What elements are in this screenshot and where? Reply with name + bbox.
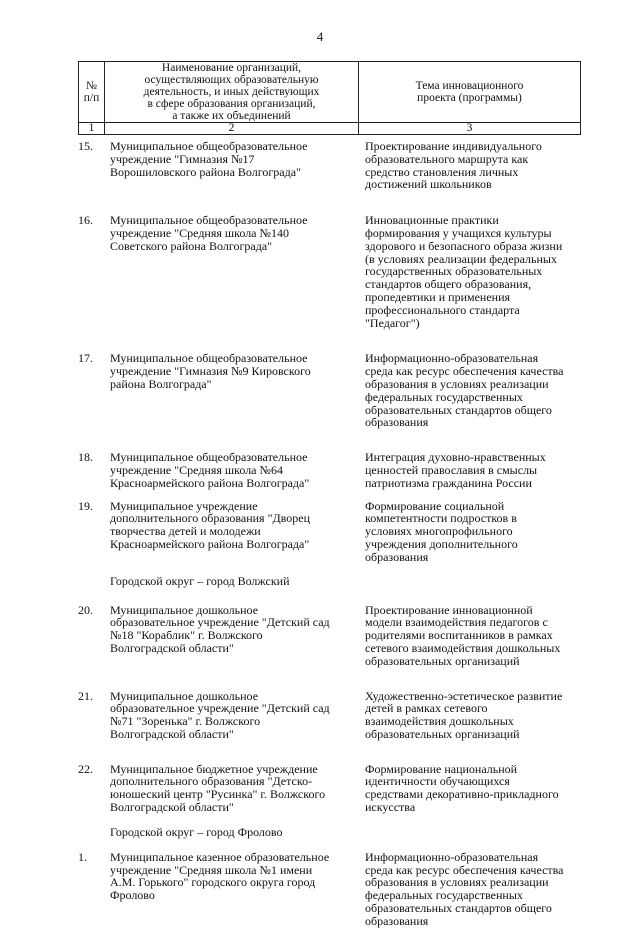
table-row — [0, 500, 640, 564]
header-col-organization: Наименование организаций, осуществляющих образовательную деятельность, и иных действующих в сфере образования организаций, а также их объединений — [105, 62, 359, 123]
organization-name: Муниципальное общеобразовательное учреждение "Средняя школа №140 Советского района Волгограда" — [110, 213, 308, 253]
project-topic: Информационно-образовательная среда как ресурс обеспечения качества образования в условиях реализации федеральных государственных образовательных стандартов общего образования — [365, 351, 564, 430]
project-topic: Формирование социальной компетентности подростков в условиях многопрофильного учреждения дополнительного образования — [365, 498, 518, 564]
header-index: 1 — [79, 123, 105, 135]
organization-name: Муниципальное бюджетное учреждение дополнительного образования "Детско- юношеский центр "Русинка" г. Волжского Волгоградской области" — [110, 761, 326, 815]
row-number: 16. — [78, 213, 93, 228]
table-row — [0, 763, 640, 814]
table-row — [0, 451, 640, 489]
project-topic: Художественно-эстетическое развитие детей в рамках сетевого взаимодействия дошкольных образовательных организаций — [365, 688, 563, 741]
project-topic: Проектирование индивидуального образовательного маршрута как средство становления личных достижений школьников — [365, 139, 542, 192]
row-number: 20. — [78, 602, 93, 617]
row-number: 22. — [78, 761, 93, 776]
table-row — [0, 352, 640, 429]
organization-name: Муниципальное казенное образовательное учреждение "Средняя школа №1 имени А.М. Горького" городского округа город Фролово — [110, 849, 330, 903]
project-topic: Формирование национальной идентичности обучающихся средствами декоративно-прикладного искусства — [365, 761, 559, 815]
table-row — [0, 214, 640, 329]
organization-name: Муниципальное общеобразовательное учреждение "Средняя школа №64 Красноармейского района Волгограда" — [110, 450, 310, 490]
row-number: 17. — [78, 351, 93, 366]
table-row — [0, 604, 640, 668]
row-number: 21. — [78, 688, 93, 703]
organization-name: Муниципальное дошкольное образовательное учреждение "Детский сад №71 "Зоренька" г. Волжского Волгоградской области" — [110, 688, 330, 741]
section-heading-frolovo: Городской округ – город Фролово — [110, 824, 283, 839]
project-topic: Интеграция духовно-нравственных ценностей православия в смыслы патриотизма гражданина России — [365, 450, 546, 490]
header-index: 3 — [359, 123, 581, 135]
project-topic: Инновационные практики формирования у учащихся культуры здорового и безопасного образа жизни (в условиях реализации федеральных государственных образовательных стандартов общего образования, пропедевтики и применения профессионального стандарта "Педагог") — [365, 213, 563, 330]
section-heading-volzhsky: Городской округ – город Волжский — [110, 573, 290, 588]
row-number: 1. — [78, 849, 87, 864]
project-topic: Проектирование инновационной модели взаимодействия педагогов с родителями воспитанников в рамках сетевого взаимодействия дошкольных образовательных организаций — [365, 602, 561, 668]
table-row — [0, 851, 640, 928]
project-topic: Информационно-образовательная среда как ресурс обеспечения качества образования в условиях реализации федеральных государственных образовательных стандартов общего образования — [365, 849, 564, 928]
organization-name: Муниципальное учреждение дополнительного образования "Дворец творчества детей и молодежи Красноармейского района Волгограда" — [110, 498, 310, 551]
table-row — [0, 140, 640, 191]
table-row — [0, 690, 640, 741]
header-index: 2 — [105, 123, 359, 135]
header-col-topic: Тема инновационного проекта (программы) — [359, 62, 581, 123]
row-number: 18. — [78, 450, 93, 465]
row-number: 19. — [78, 498, 93, 513]
table-body — [0, 140, 640, 928]
organization-name: Муниципальное дошкольное образовательное учреждение "Детский сад №18 "Кораблик" г. Волжского Волгоградской области" — [110, 602, 330, 655]
header-col-number: № п/п — [79, 62, 105, 123]
page-number: 4 — [316, 29, 324, 44]
row-number: 15. — [78, 139, 93, 153]
organization-name: Муниципальное общеобразовательное учреждение "Гимназия №17 Ворошиловского района Волгограда" — [110, 139, 308, 179]
organization-name: Муниципальное общеобразовательное учреждение "Гимназия №9 Кировского района Волгограда" — [110, 351, 311, 391]
table-header — [78, 61, 581, 135]
